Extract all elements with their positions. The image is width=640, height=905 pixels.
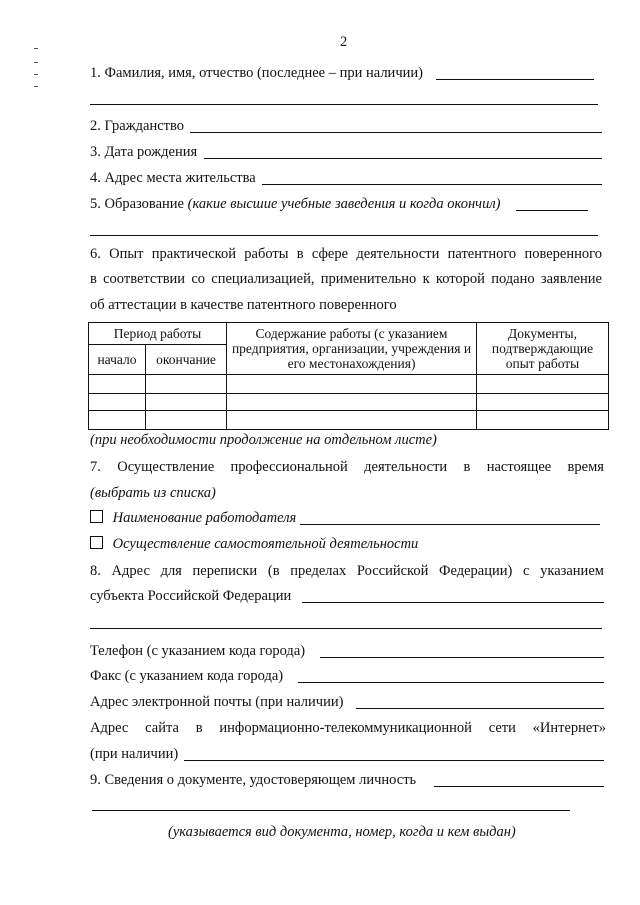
field-birth-date-input[interactable] bbox=[204, 158, 602, 159]
field-name-label: 1. Фамилия, имя, отчество (последнее – при наличии) bbox=[90, 65, 423, 81]
activity-hint: (выбрать из списка) bbox=[90, 485, 216, 501]
word: специализацией, bbox=[211, 271, 315, 287]
word: (в bbox=[267, 563, 280, 579]
margin-mark bbox=[34, 62, 38, 63]
option-self-employed[interactable] bbox=[90, 535, 418, 553]
word: с bbox=[523, 563, 530, 579]
word: переписки bbox=[192, 563, 258, 579]
word: сфере bbox=[311, 246, 349, 262]
word: указанием bbox=[540, 563, 604, 579]
mailing-address-label: субъекта Российской Федерации bbox=[90, 588, 292, 604]
field-citizenship-input[interactable] bbox=[190, 132, 602, 133]
table-row[interactable] bbox=[89, 394, 609, 411]
word: сети bbox=[488, 720, 516, 736]
word: практической bbox=[151, 246, 236, 262]
employer-checkbox[interactable] bbox=[90, 510, 103, 523]
word: для bbox=[160, 563, 182, 579]
field-education-input-continued[interactable] bbox=[90, 235, 598, 236]
word: пределах bbox=[290, 563, 347, 579]
margin-mark bbox=[34, 48, 38, 49]
word: деятельности bbox=[364, 459, 448, 475]
word: применительно bbox=[320, 271, 417, 287]
experience-paragraph-line-3: об аттестации в качестве патентного поверенного bbox=[90, 297, 397, 313]
table-cell[interactable] bbox=[477, 375, 609, 394]
identity-document-label: 9. Сведения о документе, удостоверяющем личность bbox=[90, 772, 417, 788]
table-header-end: окончание bbox=[146, 345, 227, 375]
word: Адрес bbox=[90, 720, 129, 736]
field-education-hint: (какие высшие учебные заведения и когда окончил) bbox=[187, 196, 501, 212]
table-cell[interactable] bbox=[146, 375, 227, 394]
option-employer[interactable] bbox=[90, 509, 296, 527]
word: к bbox=[422, 271, 430, 287]
word: поверенного bbox=[524, 246, 602, 262]
identity-document-hint: (указывается вид документа, номер, когда и кем выдан) bbox=[168, 824, 516, 840]
field-residence-input[interactable] bbox=[262, 184, 602, 185]
word: настоящее bbox=[486, 459, 552, 475]
word: сайта bbox=[145, 720, 179, 736]
table-continuation-note: (при необходимости продолжение на отдельном листе) bbox=[90, 432, 437, 448]
word: Опыт bbox=[109, 246, 144, 262]
table-header-content: Содержание работы (с указанием предприятия, организации, учреждения и его местонахождения) bbox=[227, 323, 477, 375]
experience-paragraph-line-2 bbox=[90, 270, 602, 288]
experience-table bbox=[88, 322, 609, 430]
word: подано bbox=[491, 271, 535, 287]
table-header-documents: Документы, подтверждающие опыт работы bbox=[477, 323, 609, 375]
word: работы bbox=[244, 246, 289, 262]
word: патентного bbox=[447, 246, 517, 262]
word: деятельности bbox=[356, 246, 440, 262]
email-label: Адрес электронной почты (при наличии) bbox=[90, 694, 344, 710]
word: Осуществление bbox=[117, 459, 215, 475]
identity-document-input[interactable] bbox=[434, 786, 604, 787]
option-self-employed-label: Осуществление самостоятельной деятельности bbox=[112, 536, 419, 552]
word: в bbox=[90, 271, 97, 287]
table-cell[interactable] bbox=[146, 411, 227, 430]
word: 6. bbox=[90, 246, 101, 262]
table-cell[interactable] bbox=[146, 394, 227, 411]
word: соответствии bbox=[103, 271, 186, 287]
mailing-address-input-continued[interactable] bbox=[90, 628, 602, 629]
employer-name-input[interactable] bbox=[300, 524, 600, 525]
table-cell[interactable] bbox=[477, 411, 609, 430]
mailing-address-paragraph bbox=[90, 562, 604, 580]
fax-label: Факс (с указанием кода города) bbox=[90, 668, 284, 684]
website-input[interactable] bbox=[184, 760, 604, 761]
field-education-input[interactable] bbox=[516, 210, 588, 211]
table-cell[interactable] bbox=[227, 375, 477, 394]
table-header-period: Период работы bbox=[89, 323, 227, 345]
phone-label: Телефон (с указанием кода города) bbox=[90, 643, 306, 659]
self-employed-checkbox[interactable] bbox=[90, 536, 103, 549]
table-cell[interactable] bbox=[477, 394, 609, 411]
word: со bbox=[191, 271, 206, 287]
word: в bbox=[463, 459, 471, 475]
experience-paragraph-line-1 bbox=[90, 245, 602, 263]
margin-mark bbox=[34, 86, 38, 87]
fax-input[interactable] bbox=[298, 682, 604, 683]
word: информационно-телекоммуникационной bbox=[219, 720, 472, 736]
table-header-start: начало bbox=[89, 345, 146, 375]
table-cell[interactable] bbox=[227, 411, 477, 430]
word: в bbox=[195, 720, 203, 736]
word: «Интернет» bbox=[532, 720, 606, 736]
email-input[interactable] bbox=[356, 708, 604, 709]
word: которой bbox=[435, 271, 485, 287]
word: профессиональной bbox=[230, 459, 348, 475]
activity-paragraph bbox=[90, 458, 604, 476]
field-citizenship-label: 2. Гражданство bbox=[90, 118, 185, 134]
identity-document-input-continued[interactable] bbox=[92, 810, 570, 811]
margin-mark bbox=[34, 74, 38, 75]
phone-input[interactable] bbox=[320, 657, 604, 658]
page-number: 2 bbox=[340, 34, 348, 50]
field-residence-label: 4. Адрес места жительства bbox=[90, 170, 256, 186]
mailing-address-input[interactable] bbox=[302, 602, 604, 603]
word: Российской bbox=[356, 563, 429, 579]
website-label: (при наличии) bbox=[90, 746, 179, 762]
word: заявление bbox=[540, 271, 602, 287]
table-cell[interactable] bbox=[227, 394, 477, 411]
word: в bbox=[296, 246, 304, 262]
field-name-input[interactable] bbox=[436, 79, 594, 80]
table-row[interactable] bbox=[89, 375, 609, 394]
table-cell[interactable] bbox=[89, 394, 146, 411]
website-paragraph bbox=[90, 719, 606, 737]
field-birth-date-label: 3. Дата рождения bbox=[90, 144, 198, 160]
option-employer-label: Наименование работодателя bbox=[112, 510, 297, 526]
table-cell[interactable] bbox=[89, 375, 146, 394]
table-row[interactable] bbox=[89, 411, 609, 430]
word: время bbox=[567, 459, 604, 475]
word: Федерации) bbox=[439, 563, 513, 579]
field-education-label: 5. Образование (какие высшие учебные заведения и когда окончил) bbox=[90, 196, 501, 212]
word: 7. bbox=[90, 459, 101, 475]
field-name-input-continued[interactable] bbox=[90, 104, 598, 105]
word: Адрес bbox=[111, 563, 150, 579]
word: 8. bbox=[90, 563, 101, 579]
table-cell[interactable] bbox=[89, 411, 146, 430]
